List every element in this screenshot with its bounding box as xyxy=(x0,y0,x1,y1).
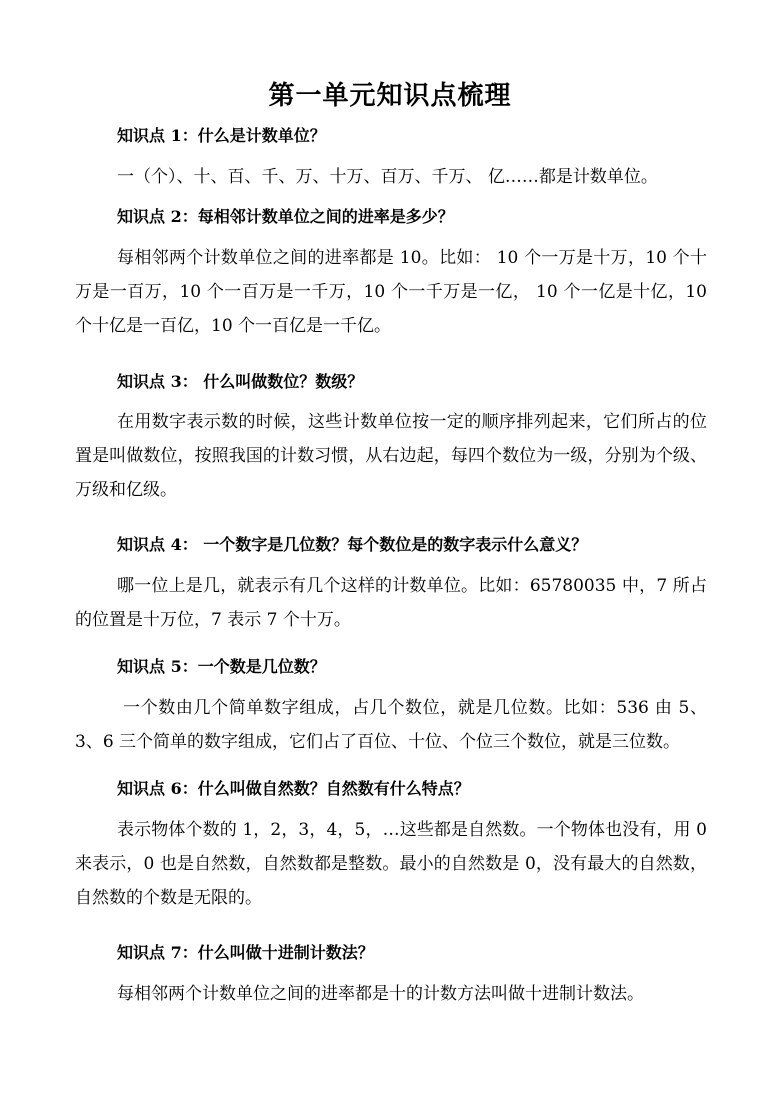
section-6-heading: 知识点 6：什么叫做自然数？自然数有什么特点？ xyxy=(117,779,470,798)
document-title: 第一单元知识点梳理 xyxy=(268,81,512,111)
section-2-body: 每相邻两个计数单位之间的进率都是 10。比如： 10 个一万是十万，10 个十万是一百万，10 个一百万是一千万，10 个一千万是一亿， 10 个一亿是十亿，10 个十亿是一百亿，10 个一百亿是一千亿。 xyxy=(75,248,707,336)
section-6-body: 表示物体个数的 1，2，3，4，5，…这些都是自然数。一个物体也没有，用 0 来表示，0 也是自然数，自然数都是整数。最小的自然数是 0，没有最大的自然数，自然数的个数是无限的。 xyxy=(75,820,707,908)
section-3-body: 在用数字表示数的时候，这些计数单位按一定的顺序排列起来，它们所占的位置是叫做数位，按照我国的计数习惯，从右边起，每四个数位为一级，分别为个级、万级和亿级。 xyxy=(75,412,707,500)
section-7-body: 每相邻两个计数单位之间的进率都是十的计数方法叫做十进制计数法。 xyxy=(117,984,644,1004)
section-2-heading: 知识点 2：每相邻计数单位之间的进率是多少？ xyxy=(117,207,454,226)
section-4-heading: 知识点 4： 一个数字是几位数？每个数位是的数字表示什么意义？ xyxy=(117,535,588,554)
section-7-heading: 知识点 7：什么叫做十进制计数法？ xyxy=(117,943,374,962)
section-5-body: 一个数由几个简单数字组成，占几个数位，就是几位数。比如：536 由 5、3、6 三个简单的数字组成，它们占了百位、十位、个位三个数位，就是三位数。 xyxy=(75,698,707,752)
section-4-body: 哪一位上是几，就表示有几个这样的计数单位。比如：65780035 中，7 所占的位置是十万位，7 表示 7 个十万。 xyxy=(75,576,707,630)
section-3-heading: 知识点 3： 什么叫做数位？数级？ xyxy=(117,372,364,391)
section-1-body: 一（个）、十、百、千、万、十万、百万、千万、 亿……都是计数单位。 xyxy=(117,167,658,187)
section-5-heading: 知识点 5：一个数是几位数？ xyxy=(117,657,326,676)
section-1-heading: 知识点 1：什么是计数单位？ xyxy=(117,126,326,145)
